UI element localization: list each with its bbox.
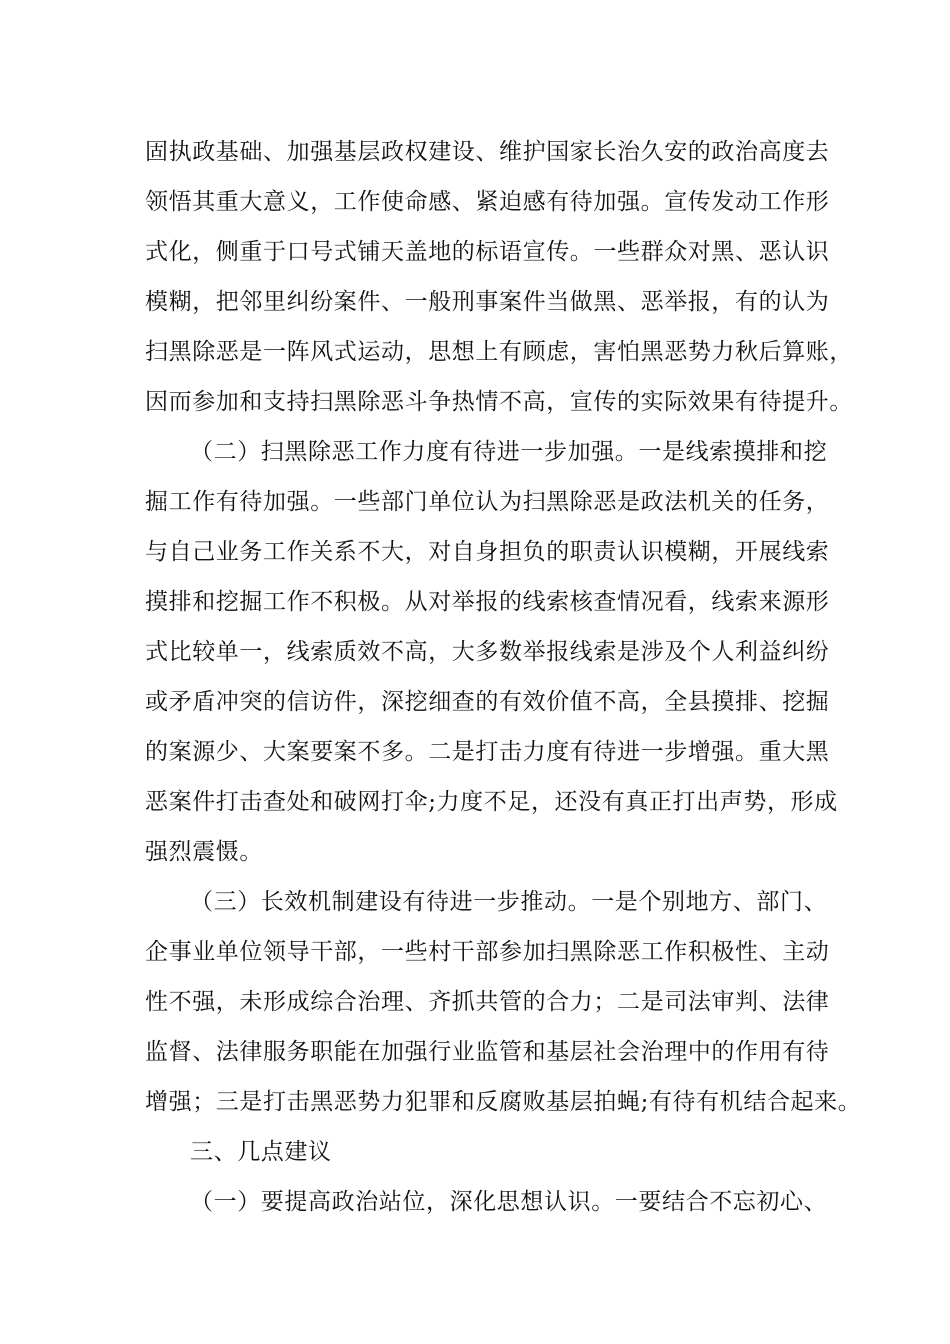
text-line: 扫黑除恶是一阵风式运动，思想上有顾虑，害怕黑恶势力秋后算账， bbox=[145, 339, 853, 365]
text-line: 监督、法律服务职能在加强行业监管和基层社会治理中的作用有待 bbox=[145, 1039, 830, 1065]
text-line: 企事业单位领导干部，一些村干部参加扫黑除恶工作积极性、主动 bbox=[145, 939, 830, 965]
section-heading: 三、几点建议 bbox=[190, 1139, 332, 1165]
text-line: 模糊，把邻里纠纷案件、一般刑事案件当做黑、恶举报，有的认为 bbox=[145, 289, 830, 315]
text-line: 增强；三是打击黑恶势力犯罪和反腐败基层拍蝇;有待有机结合起来。 bbox=[145, 1089, 862, 1115]
text-line: 强烈震慑。 bbox=[145, 839, 263, 865]
text-line: 的案源少、大案要案不多。二是打击力度有待进一步增强。重大黑 bbox=[145, 739, 830, 765]
text-line: 式化，侧重于口号式铺天盖地的标语宣传。一些群众对黑、恶认识 bbox=[145, 239, 830, 265]
text-line: 摸排和挖掘工作不积极。从对举报的线索核查情况看，线索来源形 bbox=[145, 589, 830, 615]
paragraph-heading-line: （二）扫黑除恶工作力度有待进一步加强。一是线索摸排和挖 bbox=[190, 439, 828, 465]
text-line: 性不强，未形成综合治理、齐抓共管的合力；二是司法审判、法律 bbox=[145, 989, 830, 1015]
text-line: 掘工作有待加强。一些部门单位认为扫黑除恶是政法机关的任务， bbox=[145, 489, 830, 515]
text-line: 固执政基础、加强基层政权建设、维护国家长治久安的政治高度去 bbox=[145, 139, 830, 165]
text-line: 恶案件打击查处和破网打伞;力度不足，还没有真正打出声势，形成 bbox=[145, 789, 838, 815]
paragraph-heading-line: （三）长效机制建设有待进一步推动。一是个别地方、部门、 bbox=[190, 889, 828, 915]
text-line: 或矛盾冲突的信访件，深挖细查的有效价值不高，全县摸排、挖掘 bbox=[145, 689, 830, 715]
text-line: 领悟其重大意义，工作使命感、紧迫感有待加强。宣传发动工作形 bbox=[145, 189, 830, 215]
text-line: 式比较单一，线索质效不高，大多数举报线索是涉及个人利益纠纷 bbox=[145, 639, 830, 665]
paragraph-heading-line: （一）要提高政治站位，深化思想认识。一要结合不忘初心、 bbox=[190, 1189, 828, 1215]
text-line: 与自己业务工作关系不大，对自身担负的职责认识模糊，开展线索 bbox=[145, 539, 830, 565]
text-line: 因而参加和支持扫黑除恶斗争热情不高，宣传的实际效果有待提升。 bbox=[145, 389, 853, 415]
